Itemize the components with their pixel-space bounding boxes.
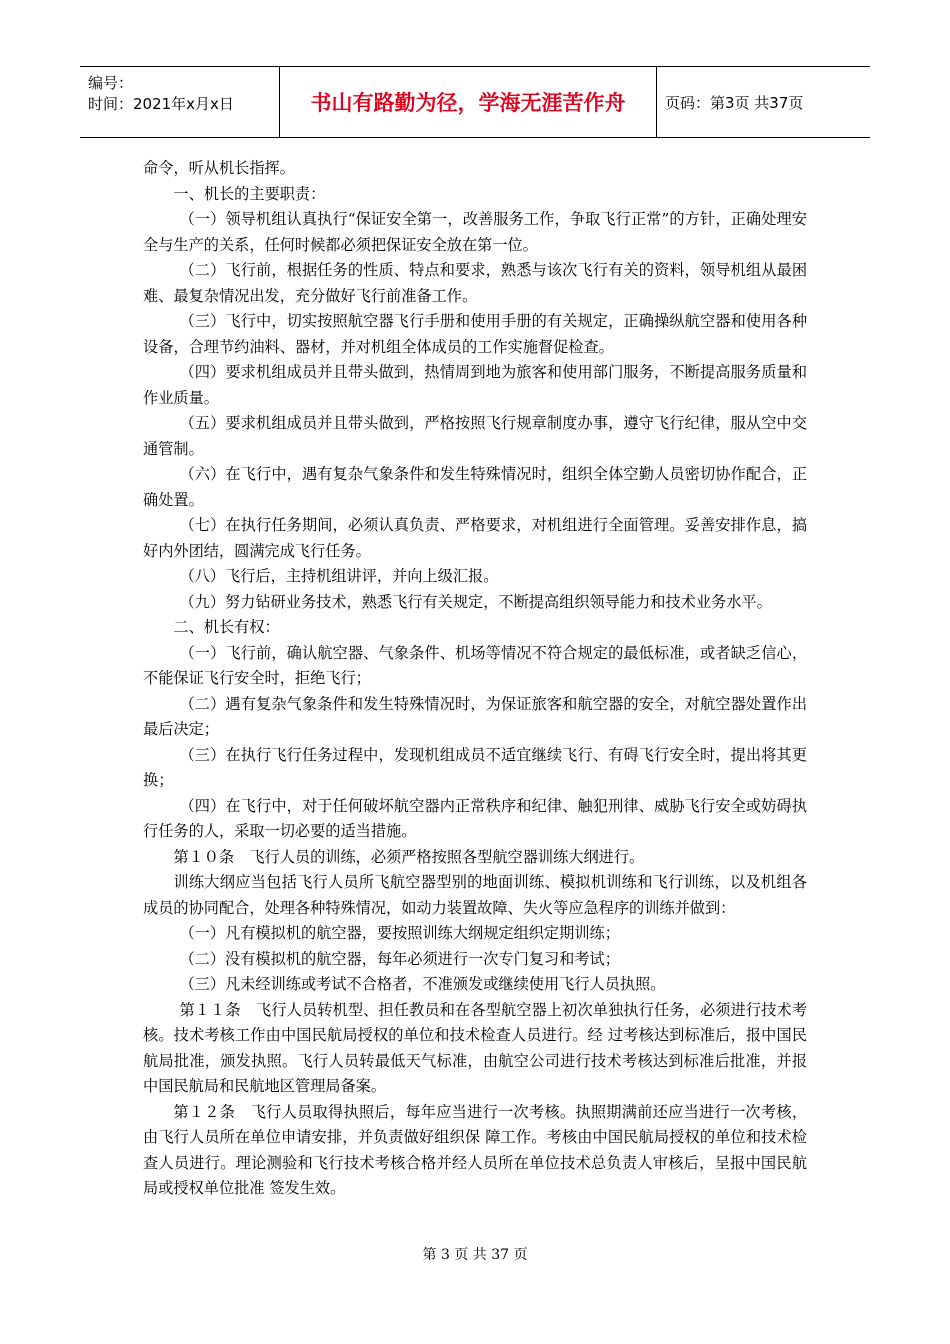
paragraph: （一）领导机组认真执行“保证安全第一，改善服务工作，争取飞行正常”的方针，正确处理安全与生产的关系，任何时候都必须把保证安全放在第一位。 bbox=[143, 210, 807, 254]
paragraph: （三）在执行飞行任务过程中，发现机组成员不适宜继续飞行、有碍飞行安全时，提出将其更换； bbox=[143, 745, 807, 789]
code-label: 编号： bbox=[88, 74, 134, 92]
paragraph: （三）凡未经训练或考试不合格者，不准颁发或继续使用飞行人员执照。 bbox=[179, 975, 666, 993]
section-heading: 二、机长有权： bbox=[173, 618, 280, 636]
paragraph: （四）在飞行中，对于任何破坏航空器内正常秩序和纪律、触犯刑律、威胁飞行安全或妨碍执行任务的人，采取一切必要的适当措施。 bbox=[143, 796, 807, 840]
paragraph: （二）飞行前，根据任务的性质、特点和要求，熟悉与该次飞行有关的资料，领导机组从最困难、最复杂情况出发，充分做好飞行前准备工作。 bbox=[143, 261, 807, 305]
paragraph: （六）在飞行中，遇有复杂气象条件和发生特殊情况时，组织全体空勤人员密切协作配合，正确处置。 bbox=[143, 465, 807, 509]
header-table bbox=[80, 66, 870, 138]
header-motto: 书山有路勤为径，学海无涯苦作舟 bbox=[280, 67, 657, 137]
article-paragraph: 第１２条 飞行人员取得执照后，每年应当进行一次考核。执照期满前还应当进行一次考核，由飞行人员所在单位申请安排，并负责做好组织保 障工作。考核由中国民航局授权的单位和技术检查人员进行。理论测验和飞行技术考核合格并经人员所在单位技术总负责人审核后，呈报中国民航局或授权单位批准 签发生效。 bbox=[143, 1102, 807, 1197]
paragraph: （五）要求机组成员并且带头做到，严格按照飞行规章制度办事，遵守飞行纪律，服从空中交通管制。 bbox=[143, 414, 807, 458]
time-label: 时间：2021年x月x日 bbox=[88, 95, 234, 113]
paragraph: 命令，听从机长指挥。 bbox=[143, 159, 295, 177]
page-footer: 第 3 页 共 37 页 bbox=[422, 1247, 528, 1263]
paragraph: （八）飞行后，主持机组讲评，并向上级汇报。 bbox=[179, 567, 499, 585]
article-paragraph: 第１０条 飞行人员的训练，必须严格按照各型航空器训练大纲进行。 bbox=[173, 847, 645, 866]
section-heading: 一、机长的主要职责： bbox=[173, 184, 326, 203]
paragraph: （三）飞行中，切实按照航空器飞行手册和使用手册的有关规定，正确操纵航空器和使用各种设备，合理节约油料、器材，并对机组全体成员的工作实施督促检查。 bbox=[143, 312, 807, 356]
document-body bbox=[143, 156, 807, 1202]
paragraph: （二）没有模拟机的航空器，每年必须进行一次专门复习和考试； bbox=[179, 949, 620, 968]
paragraph: （四）要求机组成员并且带头做到，热情周到地为旅客和使用部门服务，不断提高服务质量和作业质量。 bbox=[143, 363, 807, 407]
paragraph: （一）飞行前，确认航空器、气象条件、机场等情况不符合规定的最低标准，或者缺乏信心，不能保证飞行安全时，拒绝飞行； bbox=[143, 643, 807, 687]
paragraph: （七）在执行任务期间，必须认真负责、严格要求，对机组进行全面管理。妥善安排作息，搞好内外团结，圆满完成飞行任务。 bbox=[143, 516, 807, 560]
article-paragraph: 第１１条 飞行人员转机型、担任教员和在各型航空器上初次单独执行任务，必须进行技术考核。技术考核工作由中国民航局授权的单位和技术检查人员进行。经 过考核达到标准后，报中国民航局批准，颁发执照。飞行人员转最低天气标准，由航空公司进行技术考核达到标准后批准，并报中国民航局和民航地区管理局备案。 bbox=[143, 1000, 807, 1095]
header-meta bbox=[80, 67, 280, 137]
paragraph: （一）凡有模拟机的航空器，要按照训练大纲规定组织定期训练； bbox=[179, 924, 620, 942]
header-page-info: 页码：第3页 共37页 bbox=[665, 93, 804, 112]
paragraph: （二）遇有复杂气象条件和发生特殊情况时，为保证旅客和航空器的安全，对航空器处置作出最后决定； bbox=[143, 694, 807, 738]
paragraph: （九）努力钻研业务技术，熟悉飞行有关规定，不断提高组织领导能力和技术业务水平。 bbox=[179, 592, 772, 611]
paragraph: 训练大纲应当包括飞行人员所飞航空器型别的地面训练、模拟机训练和飞行训练，以及机组各成员的协同配合，处理各种特殊情况，如动力装置故障、失火等应急程序的训练并做到： bbox=[143, 873, 807, 917]
